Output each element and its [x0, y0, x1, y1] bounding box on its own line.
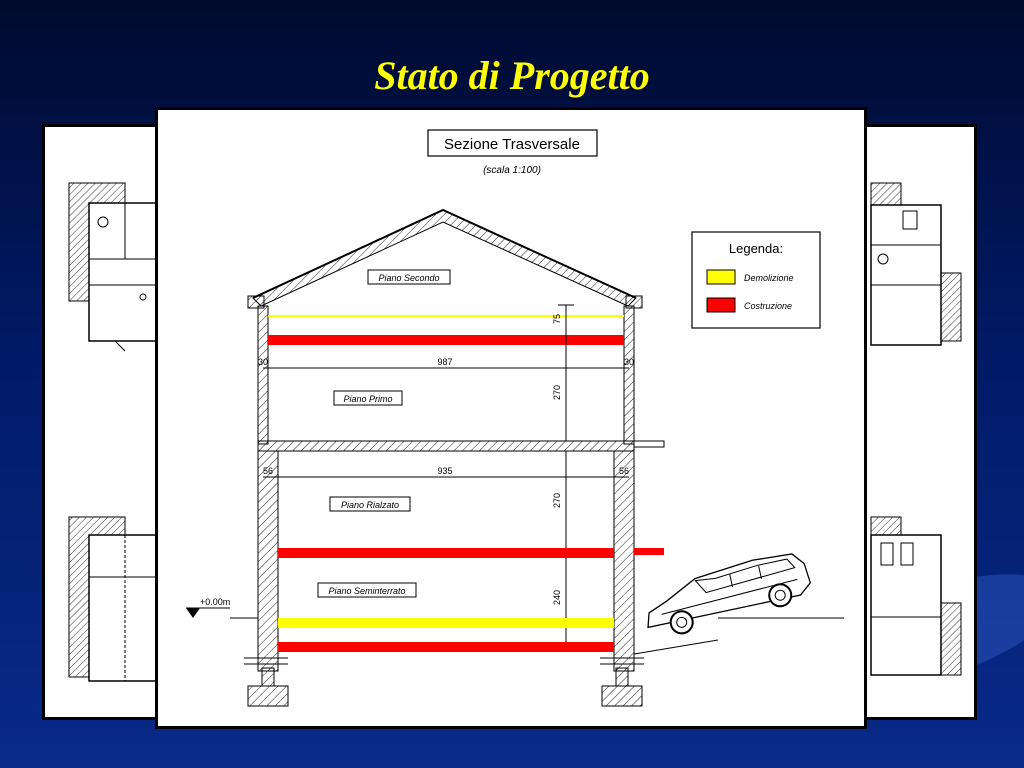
construction-strip-raised — [278, 548, 614, 558]
wall-lower-left — [258, 451, 278, 671]
plan-left-bottom — [69, 517, 159, 681]
roof-slab — [253, 210, 636, 306]
plan-left-top — [69, 183, 159, 351]
floor-label-raised: Piano Rialzato — [340, 500, 400, 510]
legend — [692, 232, 820, 328]
dim-987: 987 — [437, 357, 453, 367]
plan-right-bottom — [871, 517, 961, 675]
legend-label-demolition: Demolizione — [744, 273, 794, 283]
legend-swatch-demolition — [707, 270, 735, 284]
legend-title: Legenda: — [728, 241, 784, 256]
foundation-stem-left — [262, 668, 274, 686]
dim-30-right: 30 — [623, 357, 635, 367]
ramp-line — [634, 640, 718, 654]
plan-right-top — [871, 183, 961, 345]
wall-upper-right — [624, 306, 634, 444]
legend-label-construction: Costruzione — [744, 301, 793, 311]
demolition-strip-basement — [278, 618, 614, 628]
foundation-footing-right — [602, 686, 642, 706]
elevation-label: +0.00m — [200, 597, 231, 607]
legend-swatch-construction — [707, 298, 735, 312]
slab-first — [258, 441, 634, 451]
dim-56-right: 56 — [618, 466, 630, 476]
foundation-stem-right — [616, 668, 628, 686]
wall-upper-left — [258, 306, 268, 444]
section-sheet — [155, 107, 867, 729]
construction-strip-basement — [278, 642, 614, 652]
dim-75: 75 — [552, 313, 562, 324]
section-scale: (scala 1:100) — [483, 165, 541, 176]
wall-lower-right — [614, 451, 634, 671]
demolition-strip-second — [268, 315, 624, 317]
floor-label-basement: Piano Seminterrato — [328, 586, 406, 596]
dim-240: 240 — [552, 589, 562, 605]
construction-strip-balcony — [634, 548, 664, 555]
dim-30-left: 30 — [257, 357, 269, 367]
car-illustration — [639, 549, 815, 640]
dim-935: 935 — [437, 466, 453, 476]
cross-section-drawing — [158, 110, 864, 726]
section-title: Sezione Trasversale — [444, 136, 580, 153]
slide-title: Stato di Progetto — [374, 53, 650, 98]
dim-270-lower: 270 — [552, 492, 562, 508]
balcony-slab — [634, 441, 664, 447]
floor-label-first: Piano Primo — [343, 394, 393, 404]
dim-270-upper: 270 — [552, 384, 562, 400]
dim-56-left: 56 — [262, 466, 274, 476]
floor-label-second: Piano Secondo — [378, 273, 440, 283]
elevation-marker — [186, 608, 200, 618]
construction-strip-second — [268, 335, 624, 345]
foundation-footing-left — [248, 686, 288, 706]
